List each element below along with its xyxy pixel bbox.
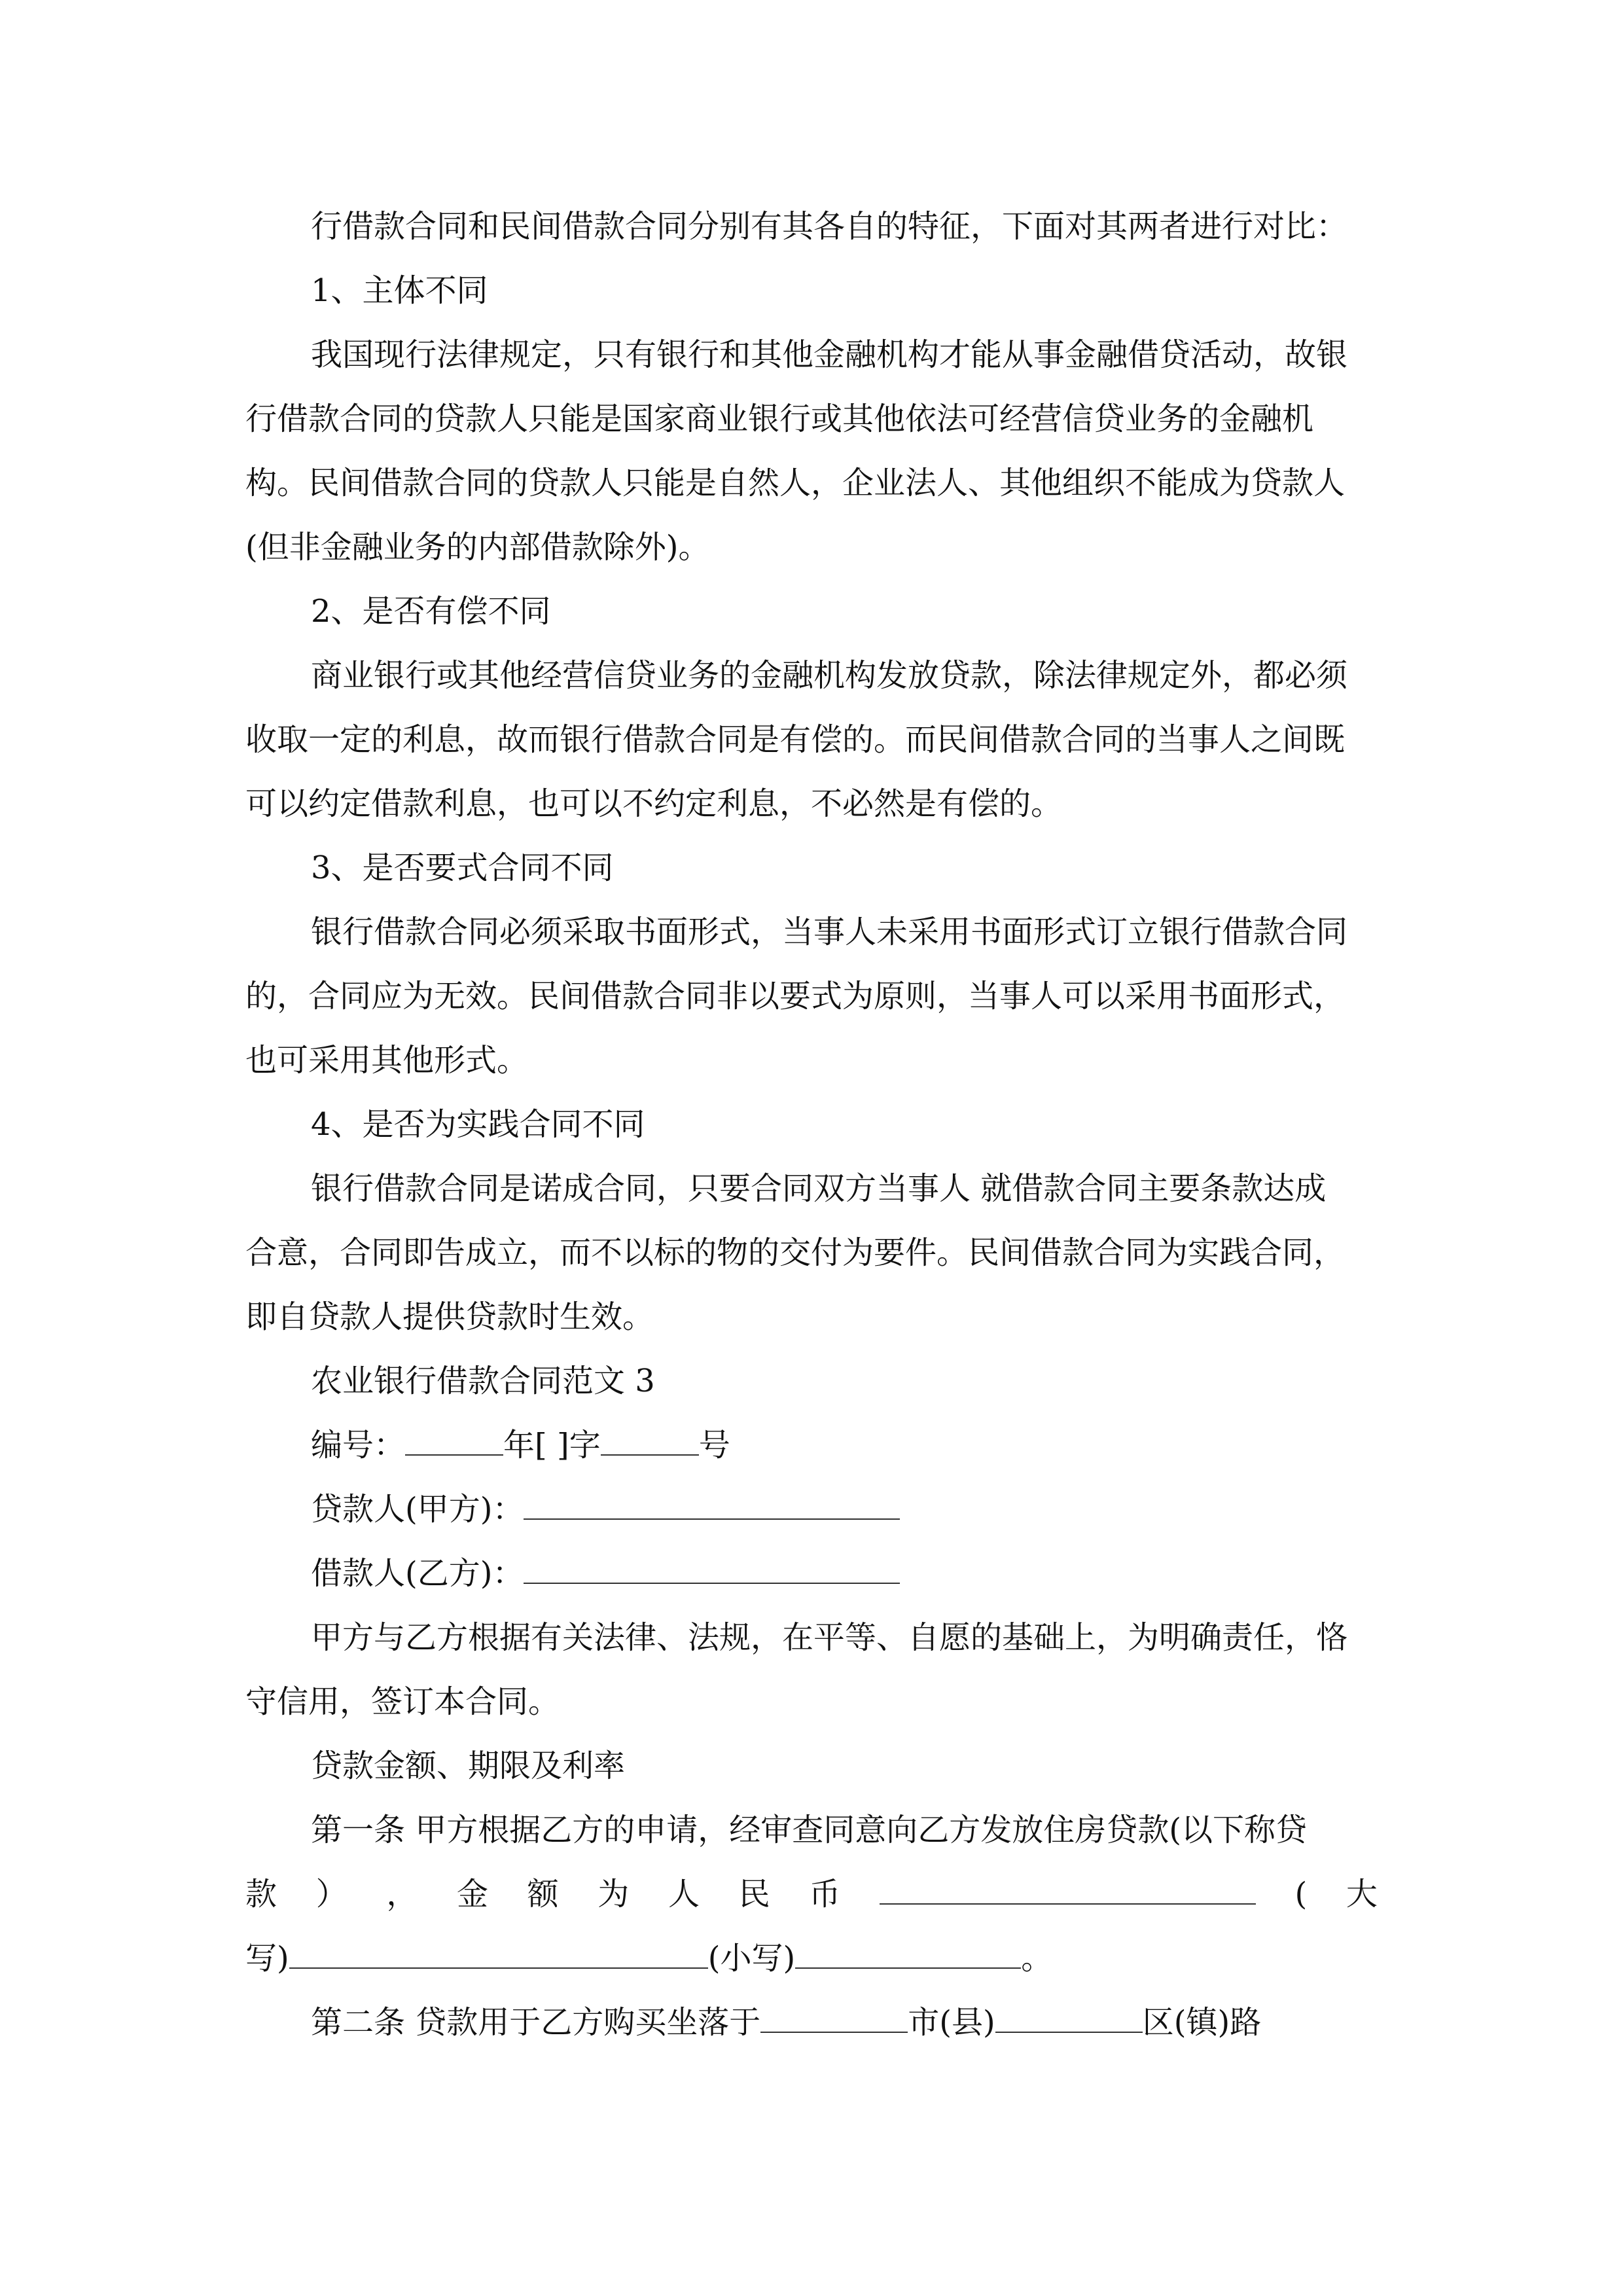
spaced-char: 额	[527, 1876, 559, 1912]
lender-row	[311, 1490, 1378, 1529]
article-2-line-1	[311, 2003, 1378, 2042]
paragraph-line: 守信用，签订本合同。	[245, 1683, 560, 1720]
contract-title: 农业银行借款合同范文 3	[311, 1363, 655, 1399]
number-suffix: 号	[698, 1427, 730, 1463]
district-blank[interactable]	[995, 2003, 1143, 2033]
line3-start: 写)	[245, 1940, 289, 1977]
spaced-char: 人	[668, 1876, 700, 1912]
spaced-char: ）	[315, 1876, 348, 1912]
lender-label: 贷款人(甲方)：	[311, 1491, 524, 1528]
paragraph-line: 构。民间借款合同的贷款人只能是自然人，企业法人、其他组织不能成为贷款人	[245, 465, 1346, 501]
section-heading-2: 2、是否有偿不同	[311, 593, 551, 630]
article-1-line-1: 第一条 甲方根据乙方的申请，经审查同意向乙方发放住房贷款(以下称贷	[311, 1812, 1307, 1848]
paragraph-line: 可以约定借款利息，也可以不约定利息，不必然是有偿的。	[245, 785, 1063, 822]
paragraph-line: 我国现行法律规定，只有银行和其他金融机构才能从事金融借贷活动，故银	[311, 336, 1348, 373]
amount-lowercase-blank[interactable]	[795, 1939, 1021, 1969]
section-heading-4: 4、是否为实践合同不同	[311, 1106, 645, 1143]
spaced-char: ，	[386, 1876, 418, 1912]
section-heading-loan: 贷款金额、期限及利率	[311, 1748, 626, 1784]
amount-uppercase-blank[interactable]	[289, 1939, 708, 1969]
article-1-line-3	[245, 1939, 1378, 1978]
paragraph-line: (但非金融业务的内部借款除外)。	[245, 529, 710, 565]
paragraph-line: 合意，合同即告成立，而不以标的物的交付为要件。民间借款合同为实践合同，	[245, 1234, 1346, 1271]
paragraph-line: 行借款合同的贷款人只能是国家商业银行或其他依法可经营信贷业务的金融机	[245, 401, 1314, 437]
spaced-char: 民	[738, 1876, 770, 1912]
paragraph-line: 的，合同应为无效。民间借款合同非以要式为原则，当事人可以采用书面形式，	[245, 978, 1346, 1014]
spaced-char: 金	[456, 1876, 488, 1912]
city-label: 市(县)	[908, 2004, 995, 2041]
spaced-char: 币	[809, 1876, 841, 1912]
paragraph-line: 甲方与乙方根据有关法律、法规，在平等、自愿的基础上，为明确责任，恪	[311, 1619, 1348, 1656]
lender-blank[interactable]	[524, 1490, 900, 1520]
section-heading-3: 3、是否要式合同不同	[311, 850, 614, 886]
intro-line: 行借款合同和民间借款合同分别有其各自的特征，下面对其两者进行对比：	[311, 208, 1348, 245]
paragraph-line: 银行借款合同必须采取书面形式，当事人未采用书面形式订立银行借款合同	[311, 914, 1348, 950]
number-year-label: 年[ ]字	[503, 1427, 601, 1463]
lowercase-label: (小写)	[707, 1940, 796, 1977]
borrower-label: 借款人(乙方)：	[311, 1555, 524, 1592]
number-blank-2[interactable]	[601, 1426, 699, 1456]
spaced-char: 为	[597, 1876, 630, 1912]
borrower-row	[311, 1554, 1378, 1593]
borrower-blank[interactable]	[524, 1554, 900, 1584]
contract-number-row	[311, 1426, 1378, 1465]
section-heading-1: 1、主体不同	[311, 272, 488, 309]
spaced-char: 大	[1346, 1876, 1378, 1912]
article-1-line-2	[245, 1874, 1378, 1914]
paragraph-line: 即自贷款人提供贷款时生效。	[245, 1299, 654, 1335]
paragraph-line: 收取一定的利息，故而银行借款合同是有偿的。而民间借款合同的当事人之间既	[245, 721, 1346, 758]
district-label: 区(镇)路	[1142, 2004, 1262, 2041]
city-blank[interactable]	[760, 2003, 908, 2033]
article-2-prefix: 第二条 贷款用于乙方购买坐落于	[311, 2004, 761, 2041]
paren-open: (	[1294, 1876, 1308, 1912]
paragraph-line: 商业银行或其他经营信贷业务的金融机构发放贷款，除法律规定外，都必须	[311, 657, 1348, 694]
amount-blank[interactable]	[880, 1874, 1256, 1905]
period: 。	[1021, 1940, 1053, 1977]
number-blank-1[interactable]	[405, 1426, 503, 1456]
number-label: 编号：	[311, 1427, 406, 1463]
paragraph-line: 也可采用其他形式。	[245, 1042, 529, 1079]
paragraph-line: 银行借款合同是诺成合同，只要合同双方当事人 就借款合同主要条款达成	[311, 1170, 1327, 1207]
spaced-char: 款	[245, 1876, 277, 1912]
